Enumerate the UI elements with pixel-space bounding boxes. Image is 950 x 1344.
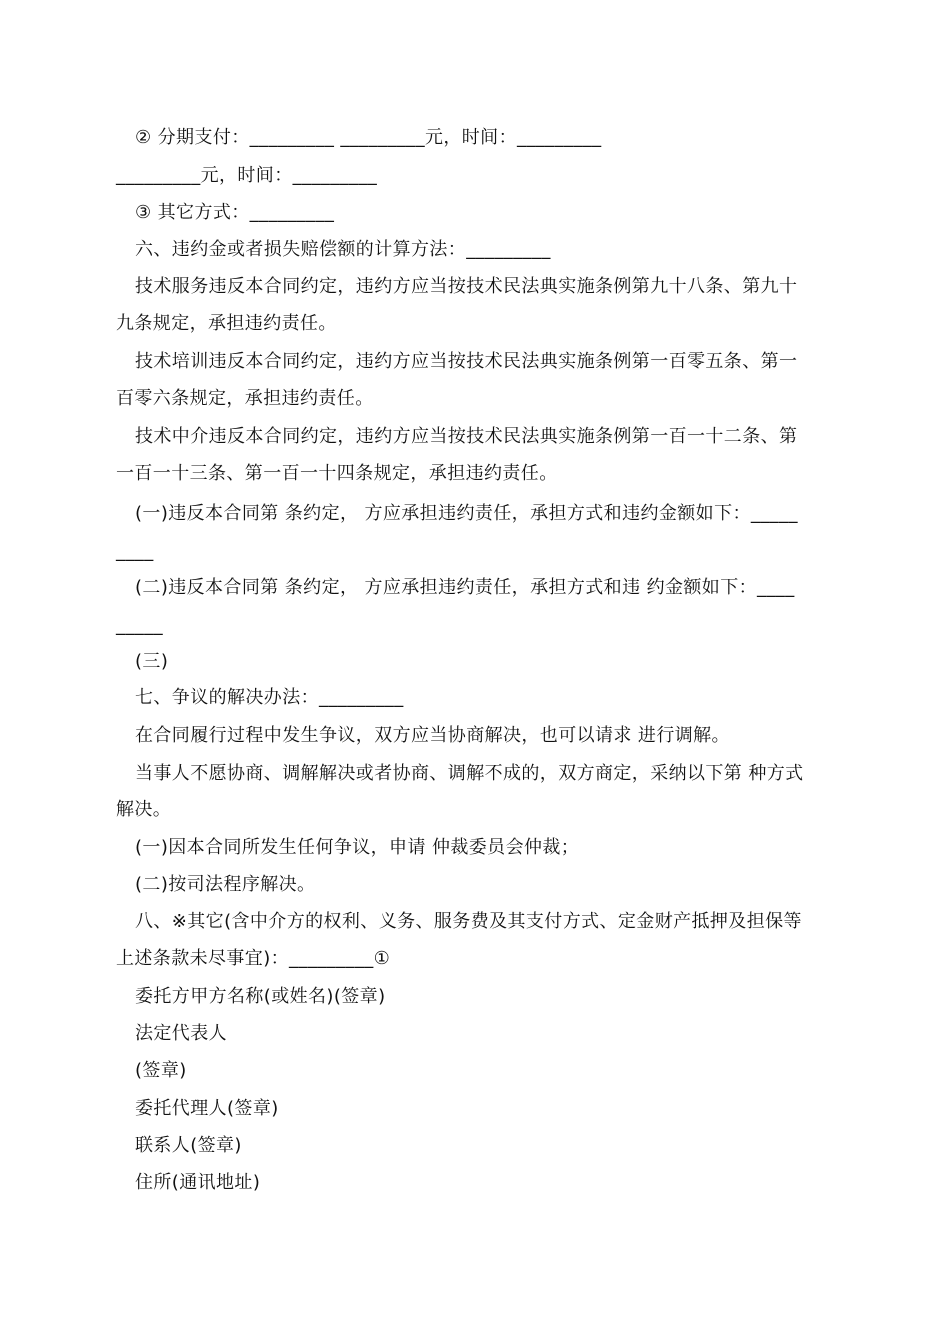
paragraph-line: 九条规定，承担违约责任。 bbox=[116, 313, 337, 334]
signature-field-line: 住所(通讯地址) bbox=[135, 1172, 261, 1193]
paragraph-line: 在合同履行过程中发生争议，双方应当协商解决，也可以请求 进行调解。 bbox=[135, 725, 730, 746]
paragraph-line: 技术服务违反本合同约定，违约方应当按技术民法典实施条例第九十八条、第九十 bbox=[135, 276, 798, 297]
clause-line: (一)违反本合同第 条约定， 方应承担违约责任，承担方式和违约金额如下：_____ bbox=[135, 503, 798, 524]
signature-field-line: 联系人(签章) bbox=[135, 1135, 242, 1156]
installment-amount-line: _________元，时间：_________ bbox=[116, 165, 378, 186]
installment-payment-line: ② 分期支付：_________ _________元，时间：_________ bbox=[135, 127, 602, 148]
other-method-line: ③ 其它方式：_________ bbox=[135, 202, 335, 223]
section-six-heading: 六、违约金或者损失赔偿额的计算方法：_________ bbox=[135, 239, 551, 260]
clause-line: (一)因本合同所发生任何争议，申请 仲裁委员会仲裁； bbox=[135, 837, 580, 858]
paragraph-line: 解决。 bbox=[116, 799, 172, 820]
paragraph-line: 技术培训违反本合同约定，违约方应当按技术民法典实施条例第一百零五条、第一 bbox=[135, 351, 798, 372]
signature-field-line: 委托方甲方名称(或姓名)(签章) bbox=[135, 986, 386, 1007]
clause-line: _____ bbox=[116, 615, 163, 636]
paragraph-line: 百零六条规定，承担违约责任。 bbox=[116, 388, 374, 409]
signature-field-line: 法定代表人 bbox=[135, 1023, 227, 1044]
paragraph-line: 当事人不愿协商、调解解决或者协商、调解不成的，双方商定，采纳以下第 种方式 bbox=[135, 763, 804, 784]
clause-line: (二)违反本合同第 条约定， 方应承担违约责任，承担方式和违 约金额如下：____ bbox=[135, 577, 795, 598]
section-eight-heading: 八、※其它(含中介方的权利、义务、服务费及其支付方式、定金财产抵押及担保等 bbox=[135, 911, 802, 932]
signature-field-line: (签章) bbox=[135, 1060, 187, 1081]
paragraph-line: 上述条款未尽事宜)：_________① bbox=[116, 948, 391, 969]
section-seven-heading: 七、争议的解决办法：_________ bbox=[135, 687, 404, 708]
clause-line: ____ bbox=[116, 541, 154, 562]
paragraph-line: 技术中介违反本合同约定，违约方应当按技术民法典实施条例第一百一十二条、第 bbox=[135, 426, 798, 447]
clause-line: (二)按司法程序解决。 bbox=[135, 874, 316, 895]
signature-field-line: 委托代理人(签章) bbox=[135, 1098, 279, 1119]
clause-line: (三) bbox=[135, 651, 169, 672]
paragraph-line: 一百一十三条、第一百一十四条规定，承担违约责任。 bbox=[116, 463, 558, 484]
